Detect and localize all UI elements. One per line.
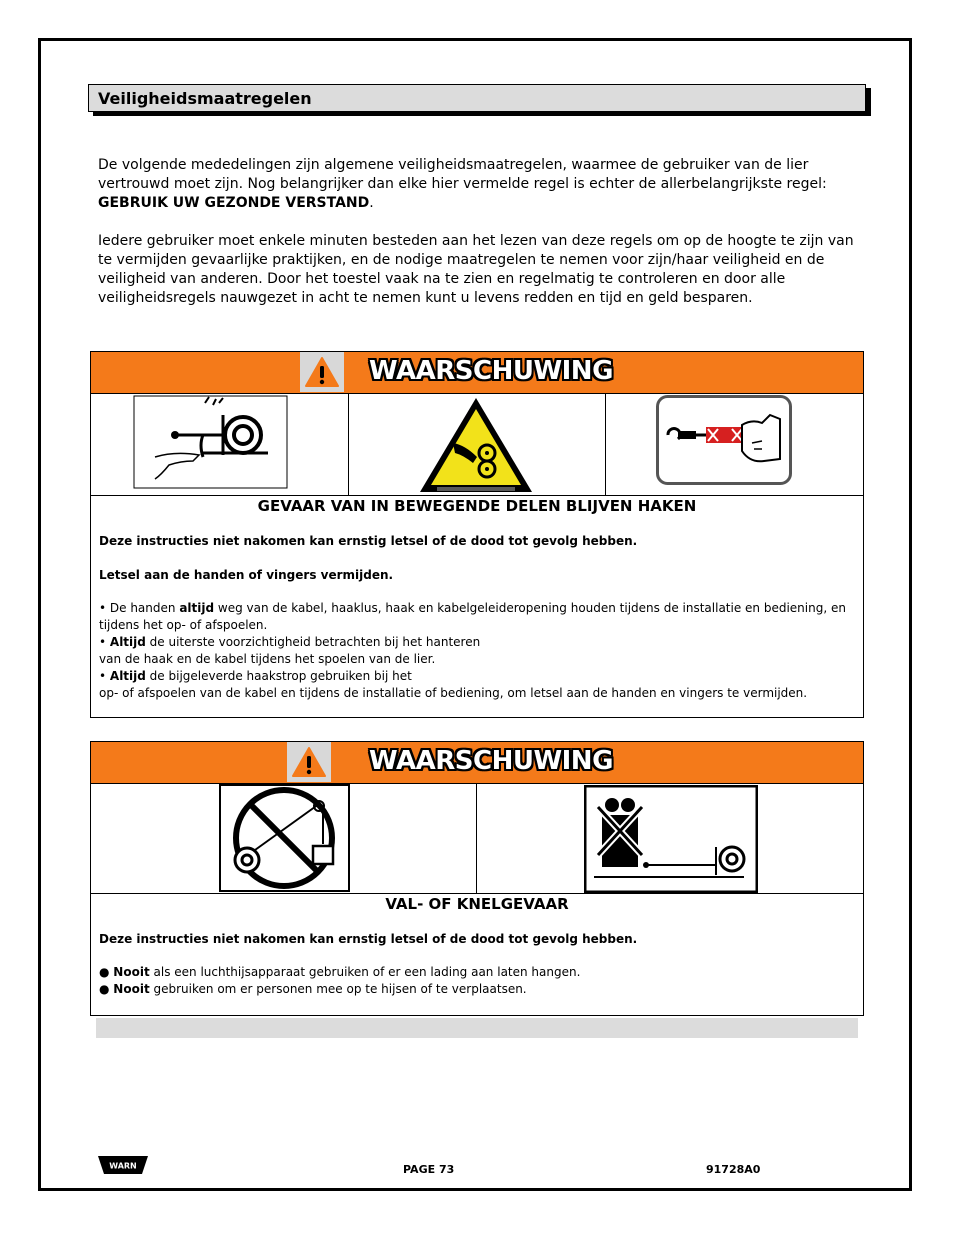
warning-triangle-icon [287,742,331,782]
intro-paragraph-2: Iedere gebruiker moet enkele minuten besteden aan het lezen van deze regels om op de hoogte te zijn van te vermijden gevaarlijke praktijken, en de nodige maatregelen te nemen voor zijn/haar veiligheid en de veiligheid van anderen. Door het toestel vaak na te zien en regelmatig te controleren en door alle veiligheidsregels nauwgezet in acht te nemen kunt u levens redden en tijd en geld besparen. [98,233,854,306]
hazard-title: VAL- OF KNELGEVAAR [385,895,569,913]
list-item: • Altijd de uiterste voorzichtigheid betrachten bij het hanteren [99,635,481,649]
warning-box-entanglement [90,351,864,718]
warning-title: WAARSCHUWING [369,356,613,386]
warning-title: WAARSCHUWING [369,746,613,776]
pictogram-row [91,394,863,496]
consequence-text: Deze instructies niet nakomen kan ernstig letsel of de dood tot gevolg hebben. [99,534,638,548]
hook-strap-icon [656,395,792,489]
list-item: ● Nooit als een luchthijsapparaat gebruiken of er een lading aan laten hangen. [99,965,581,979]
hand-injury-subheading: Letsel aan de handen of vingers vermijden. [99,568,394,582]
page-number: PAGE 73 [403,1163,455,1176]
list-item-continued: op- of afspoelen van de kabel en tijdens de installatie of bediening, om letsel aan de handen en vingers te vermijden. [99,686,808,700]
entanglement-hazard-icon [417,395,535,499]
list-item-continued: van de haak en de kabel tijdens het spoelen van de lier. [99,652,436,666]
section-header [88,84,866,112]
warning-header [91,352,863,394]
warning-box-fall-crush [90,741,864,1016]
list-item: ● Nooit gebruiken om er personen mee op te hijsen of te verplaatsen. [99,982,527,996]
gray-divider-bar [96,1018,858,1038]
bullet-list [99,964,855,998]
list-item: • De handen altijd weg van de kabel, haaklus, haak en kabelgeleideropening houden tijdens de installatie en bediening, en tijdens het op- of afspoelen. [99,601,846,632]
warning-header [91,742,863,784]
no-hoisting-icon [219,784,350,896]
list-item: • Altijd de bijgeleverde haakstrop gebruiken bij het [99,669,412,683]
pictogram-row [91,784,863,894]
bullet-list [99,600,855,702]
warn-logo [98,1154,148,1180]
hand-near-drum-icon [133,395,288,493]
warning-triangle-icon [300,352,344,392]
consequence-text: Deze instructies niet nakomen kan ernstig letsel of de dood tot gevolg hebben. [99,932,638,946]
common-sense-rule: GEBRUIK UW GEZONDE VERSTAND [98,195,370,211]
hazard-title: GEVAAR VAN IN BEWEGENDE DELEN BLIJVEN HAKEN [257,497,697,515]
document-number: 91728A0 [706,1163,761,1176]
intro-paragraph-1: De volgende mededelingen zijn algemene veiligheidsmaatregelen, waarmee de gebruiker van de lier vertrouwd moet zijn. Nog belangrijker dan elke hier vermelde regel is echter de allerbelangrijkste regel: GEBRUIK UW GEZONDE VERSTAND. [98,157,827,211]
no-personnel-lifting-icon [584,785,758,897]
svg-text:WARN: WARN [109,1161,137,1171]
section-title: Veiligheidsmaatregelen [98,89,312,108]
